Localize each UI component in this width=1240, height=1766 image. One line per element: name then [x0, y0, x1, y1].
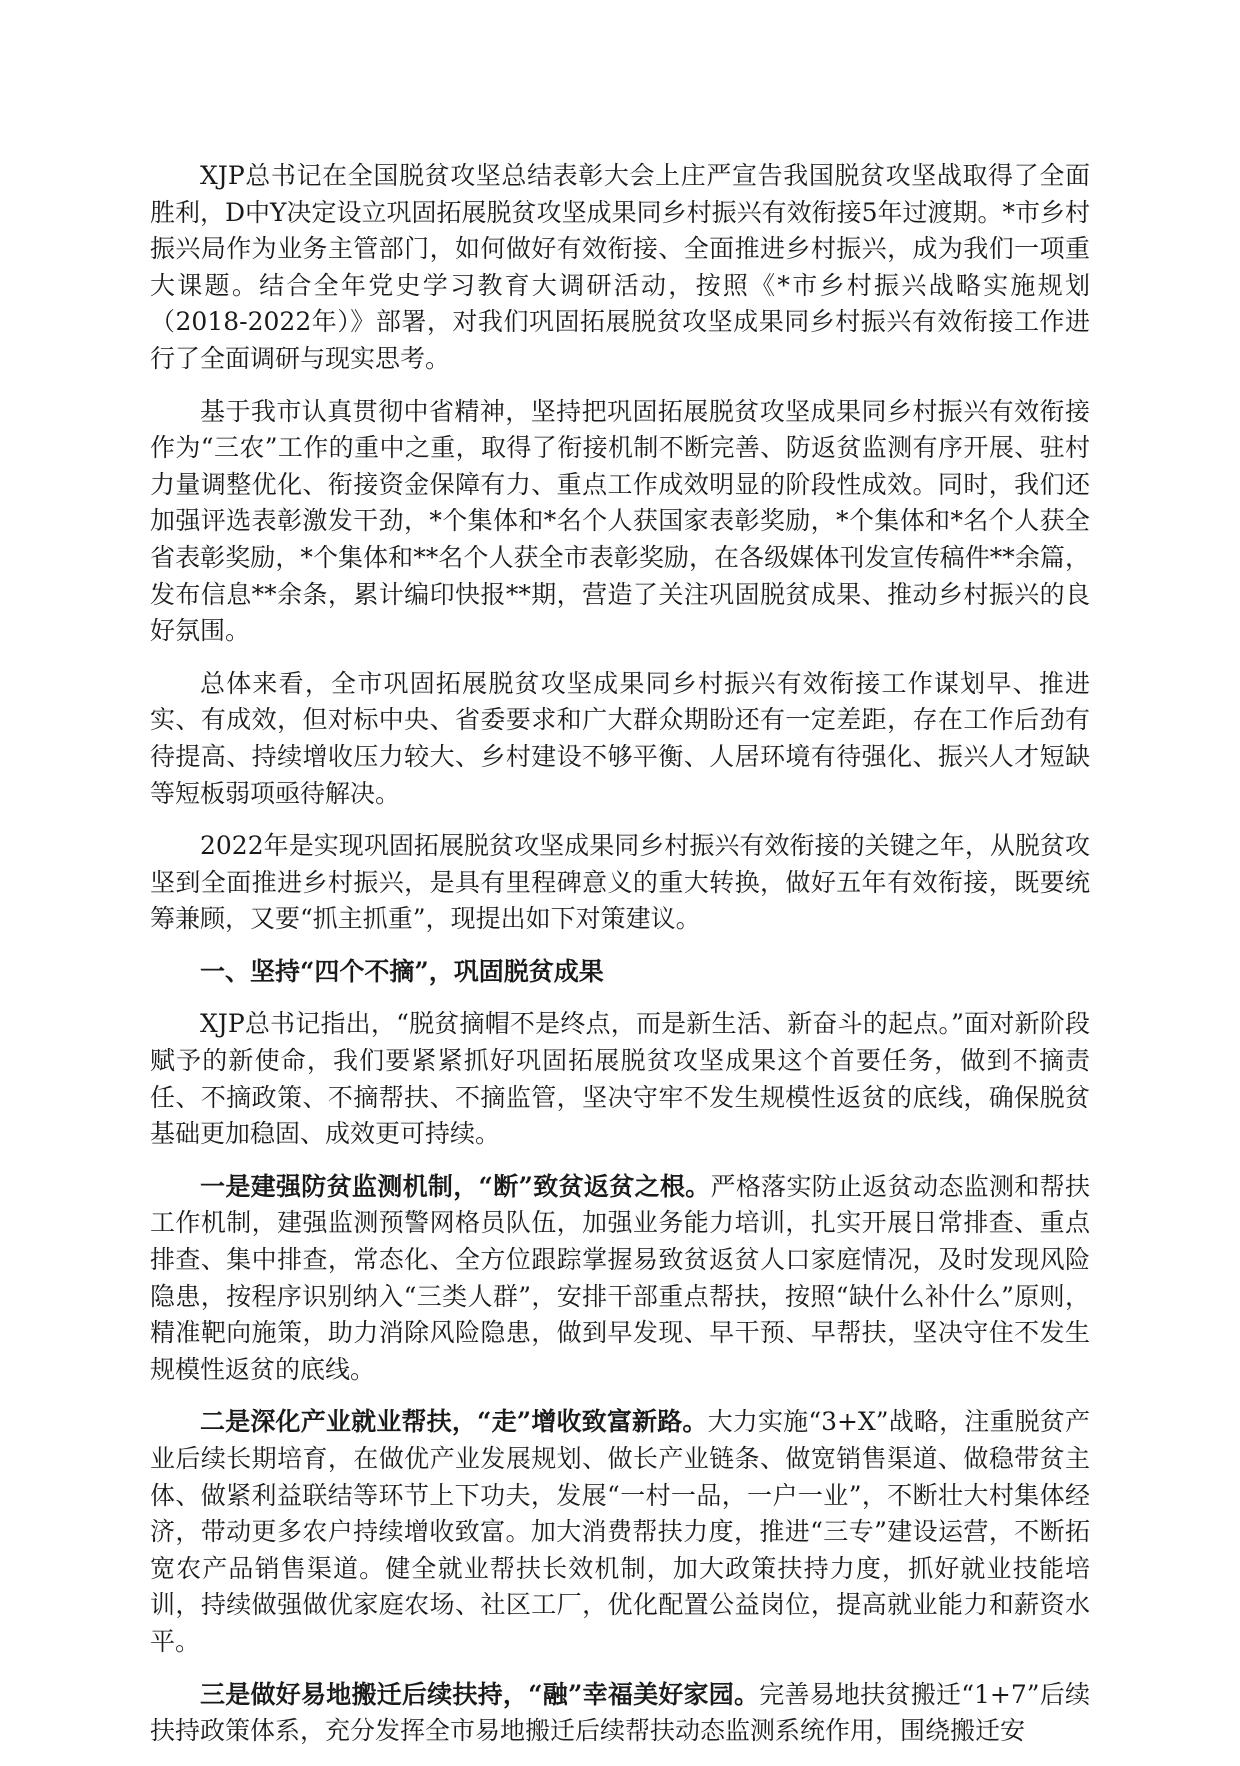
measure-paragraph — [150, 1404, 1090, 1660]
section-intro-paragraph: XJP总书记指出，“脱贫摘帽不是终点，而是新生活、新奋斗的起点。”面对新阶段赋予的新使命，我们要紧紧抓好巩固拓展脱贫攻坚成果这个首要任务，做到不摘责任、不摘政策、不摘帮扶、不摘监管，坚决守牢不发生规模性返贫的底线，确保脱贫基础更加稳固、成效更可持续。 — [150, 1009, 1090, 1149]
measure-lead: 三是做好易地搬迁后续扶持，“融”幸福美好家园。 — [200, 1679, 760, 1709]
body-paragraph: 2022年是实现巩固拓展脱贫攻坚成果同乡村振兴有效衔接的关键之年，从脱贫攻坚到全面推进乡村振兴，是具有里程碑意义的重大转换，做好五年有效衔接，既要统筹兼顾，又要“抓主抓重”，现提出如下对策建议。 — [150, 831, 1090, 934]
measure-body: 大力实施“3+X”战略，注重脱贫产业后续长期培育，在做优产业发展规划、做长产业链条、做宽销售渠道、做稳带贫主体、做紧利益联结等环节上下功夫，发展“一村一品，一户一业”，不断壮大村集体经济，带动更多农户持续增收致富。加大消费帮扶力度，推进“三专”建设运营，不断拓宽农产品销售渠道。健全就业帮扶长效机制，加大政策扶持力度，抓好就业技能培训，持续做强做优家庭农场、社区工厂，优化配置公益岗位，提高就业能力和薪资水平。 — [150, 1407, 1090, 1656]
measure-paragraph — [150, 1677, 1090, 1750]
document-page — [150, 158, 1090, 1766]
measure-paragraph — [150, 1169, 1090, 1389]
body-paragraph: 总体来看，全市巩固拓展脱贫攻坚成果同乡村振兴有效衔接工作谋划早、推进实、有成效，但对标中央、省委要求和广大群众期盼还有一定差距，存在工作后劲有待提高、持续增收压力较大、乡村建设不够平衡、人居环境有待强化、振兴人才短缺等短板弱项亟待解决。 — [150, 668, 1090, 808]
body-paragraph: XJP总书记在全国脱贫攻坚总结表彰大会上庄严宣告我国脱贫攻坚战取得了全面胜利，D中Y决定设立巩固拓展脱贫攻坚成果同乡村振兴有效衔接5年过渡期。*市乡村振兴局作为业务主管部门，如何做好有效衔接、全面推进乡村振兴，成为我们一项重大课题。结合全年党史学习教育大调研活动，按照《*市乡村振兴战略实施规划（2018-2022年）》部署，对我们巩固拓展脱贫攻坚成果同乡村振兴有效衔接工作进行了全面调研与现实思考。 — [150, 161, 1090, 373]
section-heading: 一、坚持“四个不摘”，巩固脱贫成果 — [200, 956, 604, 986]
measure-body: 完善易地扶贫搬迁“1+7”后续扶持政策体系，充分发挥全市易地搬迁后续帮扶动态监测系统作用，围绕搬迁安 — [150, 1679, 1090, 1746]
body-paragraph: 基于我市认真贯彻中省精神，坚持把巩固拓展脱贫攻坚成果同乡村振兴有效衔接作为“三农”工作的重中之重，取得了衔接机制不断完善、防返贫监测有序开展、驻村力量调整优化、衔接资金保障有力、重点工作成效明显的阶段性成效。同时，我们还加强评选表彰激发干劲，*个集体和*名个人获国家表彰奖励，*个集体和*名个人获全省表彰奖励，*个集体和**名个人获全市表彰奖励，在各级媒体刊发宣传稿件**余篇，发布信息**余条，累计编印快报**期，营造了关注巩固脱贫成果、推动乡村振兴的良好氛围。 — [150, 396, 1090, 646]
measure-lead: 二是深化产业就业帮扶，“走”增收致富新路。 — [200, 1407, 708, 1437]
measure-lead: 一是建强防贫监测机制，“断”致贫返贫之根。 — [200, 1171, 711, 1201]
measure-body: 严格落实防止返贫动态监测和帮扶工作机制，建强监测预警网格员队伍，加强业务能力培训，扎实开展日常排查、重点排查、集中排查，常态化、全方位跟踪掌握易致贫返贫人口家庭情况，及时发现风险隐患，按程序识别纳入“三类人群”，安排干部重点帮扶，按照“缺什么补什么”原则，精准靶向施策，助力消除风险隐患，做到早发现、早干预、早帮扶，坚决守住不发生规模性返贫的底线。 — [150, 1171, 1090, 1384]
